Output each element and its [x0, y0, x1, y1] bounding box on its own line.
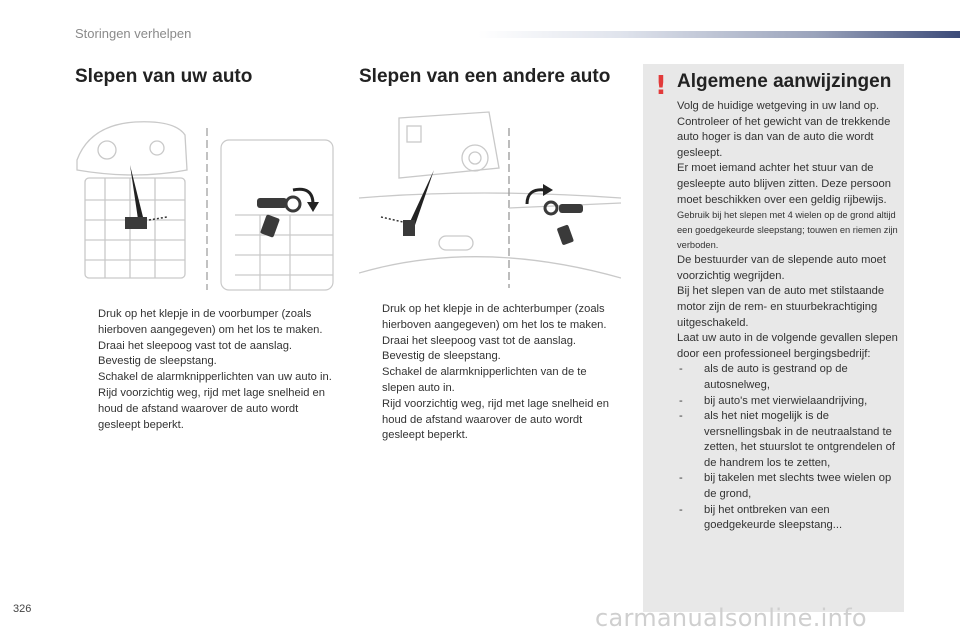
list-item: Schakel de alarmknipperlichten van de te slepen auto in.	[382, 366, 587, 394]
list-item: - bij takelen met slechts twee wielen op de grond,	[679, 472, 892, 501]
front-bumper-grille	[77, 122, 187, 278]
dash-marker: -	[679, 363, 683, 376]
warning-text: Bij het slepen van de auto met stilstaande motor zijn de rem- en stuurbekrachtiging uitgeschakeld.	[677, 285, 885, 329]
warning-body	[677, 99, 901, 534]
left-steps-list	[75, 307, 337, 433]
list-item: Bevestig de sleepstang.	[382, 350, 501, 363]
warning-text: Laat uw auto in de volgende gevallen slepen door een professioneel bergingsbedrijf:	[677, 332, 898, 360]
list-item: - als de auto is gestrand op de autosnelweg,	[679, 363, 848, 391]
dash-marker: -	[679, 472, 683, 485]
section-header: Storingen verhelpen	[75, 26, 192, 41]
warning-text: Er moet iemand achter het stuur van de gesleepte auto blijven zitten. Deze persoon moet beschikken over een geldig rijbewijs.	[677, 162, 891, 206]
warning-title: Algemene aanwijzingen	[677, 71, 892, 92]
rear-pointer-arrow	[408, 170, 434, 228]
page-number: 326	[13, 603, 32, 615]
header-gradient-bar	[478, 31, 960, 38]
list-item: Schakel de alarmknipperlichten van uw auto in.	[98, 371, 332, 384]
dash-marker: -	[679, 410, 683, 423]
dash-marker: -	[679, 394, 683, 407]
list-item: - bij auto's met vierwielaandrijving,	[677, 394, 901, 410]
list-item: Bevestig de sleepstang.	[98, 355, 217, 368]
front-pointer-arrow	[130, 165, 145, 226]
list-item: Rijd voorzichtig weg, rijd met lage snelheid en houd de afstand waarover de auto wordt gesleept beperkt.	[98, 386, 325, 431]
front-cover-flap	[125, 217, 147, 229]
front-tow-eye	[257, 197, 300, 238]
warning-icon: !	[655, 71, 667, 101]
list-item: - bij het ontbreken van een goedgekeurde sleepstang...	[679, 503, 843, 532]
warning-text: De bestuurder van de slepende auto moet voorzichtig wegrijden.	[677, 254, 886, 282]
list-item: Rijd voorzichtig weg, rijd met lage snelheid en houd de afstand waarover de auto wordt gesleept beperkt.	[382, 397, 609, 442]
list-item: - als het niet mogelijk is de versnellingsbak in de neutraalstand te zetten, het stuurslot te ontgrendelen of de handrem los te zetten,	[679, 410, 895, 469]
watermark: carmanualsonline.info	[595, 604, 867, 632]
warning-box	[643, 64, 904, 612]
middle-steps-list	[359, 302, 621, 444]
warning-text: Volg de huidige wetgeving in uw land op.	[677, 100, 880, 112]
rear-tow-illustration	[359, 108, 621, 290]
front-tow-illustration	[75, 120, 337, 292]
list-item: Draai het sleepoog vast tot de aanslag.	[382, 334, 577, 347]
rear-tow-eye	[545, 202, 583, 245]
rear-rotate-arrow	[527, 190, 545, 204]
list-item: Druk op het klepje in de achterbumper (zoals hierboven aangegeven) om het los te maken.	[382, 303, 607, 331]
rear-bumper	[359, 112, 621, 288]
warning-small-text: Gebruik bij het slepen met 4 wielen op de grond altijd een goedgekeurde sleepstang; touwen en riemen zijn verboden.	[677, 210, 898, 251]
list-item: Draai het sleepoog vast tot de aanslag.	[98, 339, 293, 352]
dash-marker: -	[679, 503, 683, 516]
left-title: Slepen van uw auto	[75, 66, 253, 87]
middle-title: Slepen van een andere auto	[359, 66, 611, 87]
list-item: Druk op het klepje in de voorbumper (zoals hierboven aangegeven) om het los te maken.	[98, 308, 323, 336]
rear-cover-flap	[403, 220, 415, 236]
warning-text: Controleer of het gewicht van de trekkende auto hoger is dan van de auto die wordt gesleept.	[677, 115, 891, 159]
